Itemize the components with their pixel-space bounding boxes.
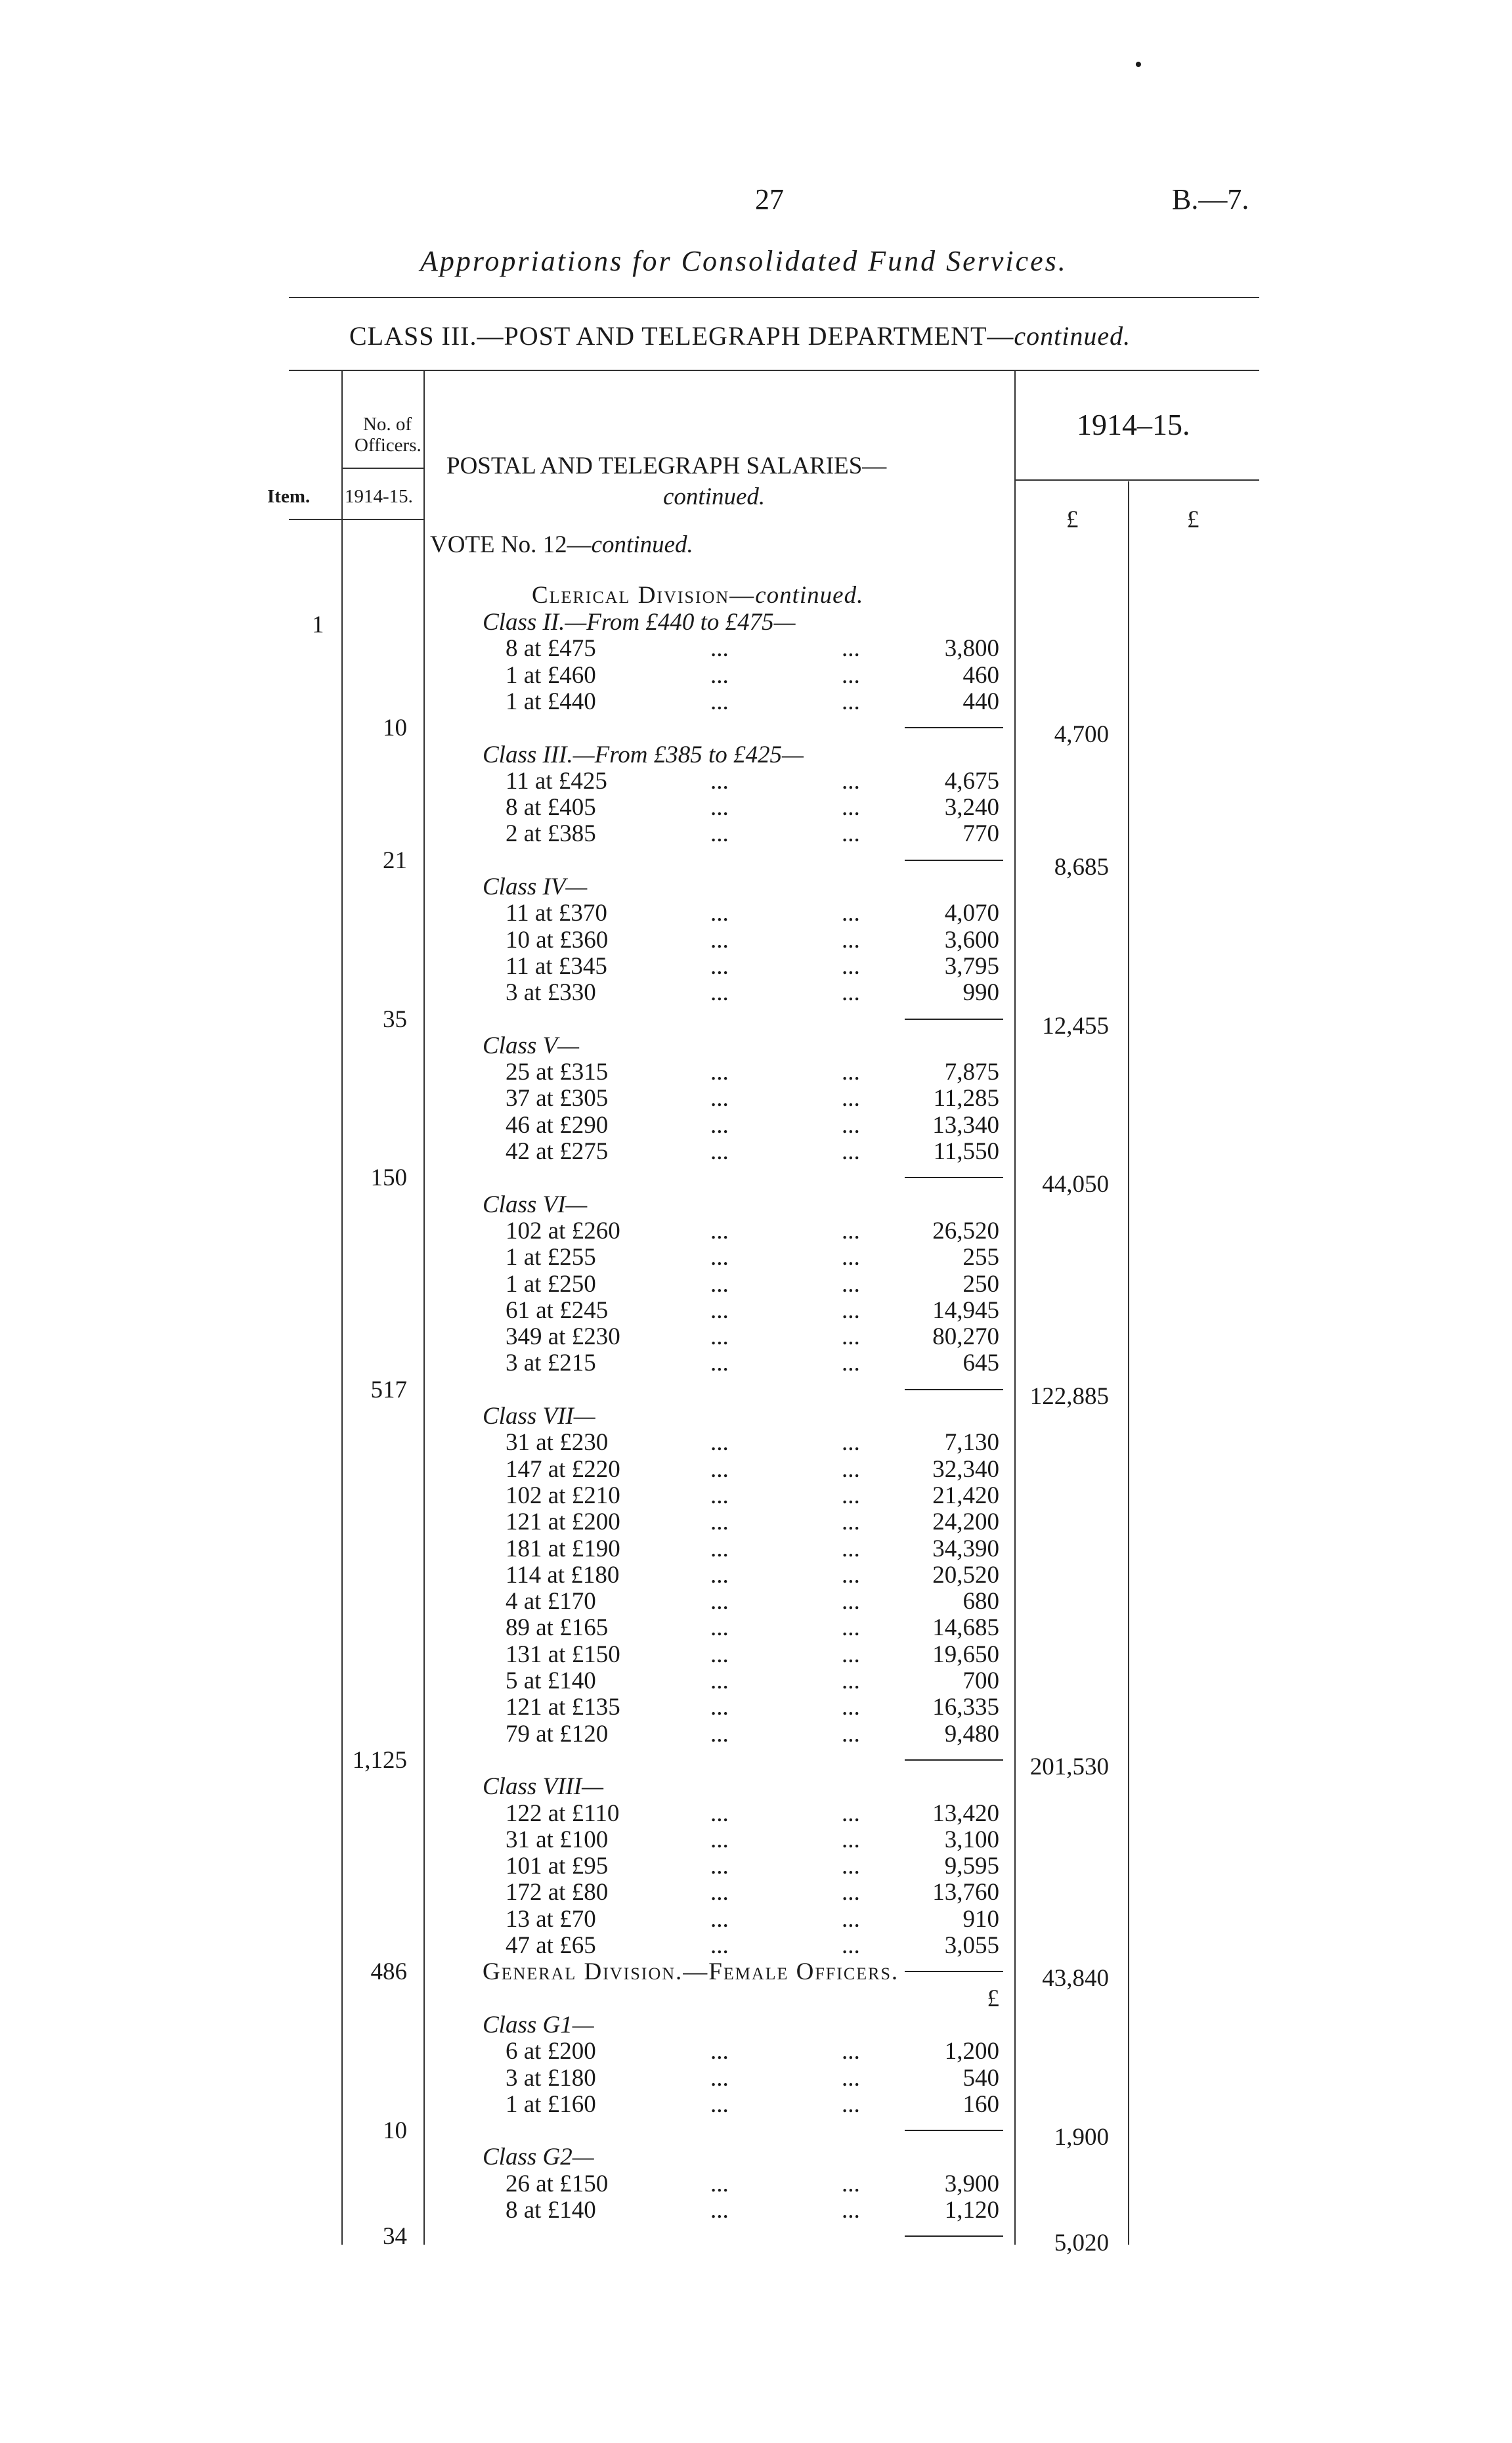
class-subheading: Class II.—From £440 to £475—: [483, 609, 796, 636]
rate-label: 101 at £95: [506, 1853, 609, 1880]
rate-label: 8 at £140: [506, 2197, 596, 2224]
rate-amount: 3,100: [944, 1826, 999, 1853]
pound-sign-label: £: [987, 1985, 999, 2012]
rate-label: 11 at £345: [506, 952, 607, 980]
leader-dots: ...: [842, 1694, 860, 1721]
leader-dots: ...: [710, 1667, 729, 1694]
rate-amount: 7,875: [944, 1059, 999, 1086]
class-heading-continued: continued.: [1014, 321, 1131, 351]
subtotal-rule: [905, 727, 1003, 728]
item-number: 1: [312, 611, 324, 638]
leader-dots: ...: [710, 1217, 729, 1244]
rate-amount: 770: [962, 820, 999, 848]
rate-amount: 9,595: [944, 1853, 999, 1880]
section-reference: B.—7.: [1172, 183, 1249, 215]
rate-amount: 34,390: [932, 1535, 999, 1562]
leader-dots: ...: [710, 2170, 729, 2197]
class-heading: [349, 320, 1131, 351]
leader-dots: ...: [710, 794, 729, 822]
rate-label: 181 at £190: [506, 1535, 620, 1562]
leader-dots: ...: [842, 1482, 860, 1509]
class-subheading: Class G1—: [483, 2011, 594, 2038]
rate-amount: 14,685: [932, 1614, 999, 1642]
officers-header-bottom-rule: [343, 519, 423, 520]
rate-label: 47 at £65: [506, 1932, 596, 1959]
leader-dots: ...: [842, 1217, 860, 1244]
year-header-rule: [1014, 479, 1259, 481]
leader-dots: ...: [710, 1905, 729, 1933]
leader-dots: ...: [842, 979, 860, 1007]
leader-dots: ...: [710, 1350, 729, 1377]
leader-dots: ...: [710, 1482, 729, 1509]
rate-label: 8 at £405: [506, 794, 596, 822]
rate-amount: 3,600: [944, 926, 999, 954]
leader-dots: ...: [842, 1667, 860, 1694]
leader-dots: ...: [710, 952, 729, 980]
class-total: 4,700: [1054, 721, 1109, 749]
rate-label: 11 at £425: [506, 767, 607, 795]
rate-amount: 460: [962, 661, 999, 689]
division-heading: [532, 581, 863, 609]
class-subheading: Class VII—: [483, 1403, 595, 1430]
leader-dots: ...: [710, 2197, 729, 2224]
leader-dots: ...: [842, 1111, 860, 1139]
leader-dots: ...: [842, 1244, 860, 1271]
officers-count: 486: [370, 1958, 407, 1986]
leader-dots: ...: [710, 1270, 729, 1298]
rate-amount: 32,340: [932, 1455, 999, 1483]
leader-dots: ...: [842, 1296, 860, 1324]
rate-label: 122 at £110: [506, 1799, 620, 1827]
rate-label: 131 at £150: [506, 1640, 620, 1668]
class-total: 122,885: [1029, 1382, 1109, 1410]
leader-dots: ...: [710, 1455, 729, 1483]
leader-dots: ...: [842, 767, 860, 795]
rate-label: 13 at £70: [506, 1905, 596, 1933]
no-of-officers-header: No. of Officers.: [355, 414, 421, 456]
division-heading-continued: continued.: [755, 582, 864, 609]
rate-amount: 9,480: [944, 1720, 999, 1748]
rate-label: 147 at £220: [506, 1455, 620, 1483]
leader-dots: ...: [710, 1799, 729, 1827]
leader-dots: ...: [842, 635, 860, 663]
subtotal-rule: [905, 2130, 1003, 2131]
rate-amount: 14,945: [932, 1296, 999, 1324]
page-number: 27: [755, 183, 784, 215]
leader-dots: ...: [710, 1614, 729, 1642]
rate-amount: 3,800: [944, 635, 999, 663]
rate-amount: 3,240: [944, 794, 999, 822]
leader-dots: ...: [842, 1561, 860, 1589]
leader-dots: ...: [710, 820, 729, 848]
rate-amount: 19,650: [932, 1640, 999, 1668]
class-subheading: Class V—: [483, 1032, 580, 1059]
rate-amount: 440: [962, 688, 999, 715]
description-header: POSTAL AND TELEGRAPH SALARIES—: [446, 452, 887, 479]
rate-label: 2 at £385: [506, 820, 596, 848]
leader-dots: ...: [710, 1853, 729, 1880]
leader-dots: ...: [710, 1138, 729, 1165]
leader-dots: ...: [710, 979, 729, 1007]
leader-dots: ...: [842, 1905, 860, 1933]
rate-label: 25 at £315: [506, 1059, 609, 1086]
rate-amount: 1,200: [944, 2038, 999, 2065]
leader-dots: ...: [710, 1323, 729, 1351]
class-total: 5,020: [1054, 2230, 1109, 2257]
rate-amount: 250: [962, 1270, 999, 1298]
leader-dots: ...: [842, 1614, 860, 1642]
leader-dots: ...: [842, 2090, 860, 2118]
rate-label: 31 at £100: [506, 1826, 609, 1853]
page-title: Appropriations for Consolidated Fund Services.: [420, 245, 1068, 277]
rate-label: 114 at £180: [506, 1561, 620, 1589]
division-heading-text: Clerical Division—: [532, 582, 756, 609]
leader-dots: ...: [710, 2064, 729, 2092]
total-column-rule: [1128, 481, 1129, 2245]
officers-count: 10: [383, 715, 407, 742]
rate-amount: 540: [962, 2064, 999, 2092]
leader-dots: ...: [710, 2038, 729, 2065]
officers-header-rule: [341, 468, 423, 469]
subtotal-rule: [905, 1177, 1003, 1178]
leader-dots: ...: [710, 1244, 729, 1271]
leader-dots: ...: [710, 767, 729, 795]
officers-count: 10: [383, 2117, 407, 2145]
subtotal-rule: [905, 1759, 1003, 1761]
officers-count: 517: [370, 1376, 407, 1403]
leader-dots: ...: [710, 1826, 729, 1853]
rate-label: 3 at £330: [506, 979, 596, 1007]
officers-column-rule: [423, 370, 425, 2245]
general-division-heading: General Division.—Female Officers.: [483, 1958, 899, 1986]
leader-dots: ...: [710, 1296, 729, 1324]
leader-dots: ...: [710, 1085, 729, 1112]
leader-dots: ...: [842, 688, 860, 715]
leader-dots: ...: [842, 1799, 860, 1827]
rate-label: 61 at £245: [506, 1296, 609, 1324]
rate-amount: 13,420: [932, 1799, 999, 1827]
leader-dots: ...: [710, 1561, 729, 1589]
rate-label: 349 at £230: [506, 1323, 620, 1351]
leader-dots: ...: [710, 1694, 729, 1721]
rate-amount: 4,070: [944, 900, 999, 927]
leader-dots: ...: [842, 1932, 860, 1959]
officers-count: 21: [383, 847, 407, 874]
leader-dots: ...: [842, 1350, 860, 1377]
leader-dots: ...: [710, 2090, 729, 2118]
leader-dots: ...: [710, 1640, 729, 1668]
officers-count: 150: [370, 1164, 407, 1192]
rate-label: 26 at £150: [506, 2170, 609, 2197]
rate-amount: 26,520: [932, 1217, 999, 1244]
class-total: 43,840: [1042, 1965, 1109, 1992]
class-subheading: Class IV—: [483, 873, 588, 900]
rate-label: 102 at £260: [506, 1217, 620, 1244]
rate-amount: 700: [962, 1667, 999, 1694]
leader-dots: ...: [842, 926, 860, 954]
officers-year-header: 1914-15.: [345, 486, 413, 507]
rate-label: 121 at £200: [506, 1508, 620, 1536]
rate-label: 1 at £250: [506, 1270, 596, 1298]
leader-dots: ...: [710, 1059, 729, 1086]
rate-amount: 645: [962, 1350, 999, 1377]
class-subheading: Class VIII—: [483, 1773, 603, 1801]
leader-dots: ...: [842, 1826, 860, 1853]
pound-header-subtotal: £: [1066, 506, 1079, 533]
rate-amount: 13,340: [932, 1111, 999, 1139]
leader-dots: ...: [842, 1588, 860, 1616]
leader-dots: ...: [842, 900, 860, 927]
leader-dots: ...: [842, 1879, 860, 1906]
leader-dots: ...: [710, 1111, 729, 1139]
leader-dots: ...: [842, 952, 860, 980]
leader-dots: ...: [842, 1270, 860, 1298]
class-subheading: Class VI—: [483, 1191, 588, 1218]
class-total: 44,050: [1042, 1171, 1109, 1199]
leader-dots: ...: [842, 820, 860, 848]
leader-dots: ...: [710, 661, 729, 689]
leader-dots: ...: [842, 1429, 860, 1457]
leader-dots: ...: [842, 1323, 860, 1351]
leader-dots: ...: [710, 926, 729, 954]
leader-dots: ...: [842, 1059, 860, 1086]
rate-amount: 11,285: [933, 1085, 999, 1112]
subtotal-column-rule: [1014, 370, 1016, 2245]
class-total: 1,900: [1054, 2124, 1109, 2151]
rate-label: 102 at £210: [506, 1482, 620, 1509]
year-header: 1914–15.: [1077, 408, 1190, 441]
rate-label: 10 at £360: [506, 926, 609, 954]
item-column-rule: [341, 370, 343, 2245]
officers-count: 35: [383, 1005, 407, 1033]
rate-label: 1 at £255: [506, 1244, 596, 1271]
rate-amount: 21,420: [932, 1482, 999, 1509]
rate-amount: 16,335: [932, 1694, 999, 1721]
table-top-rule: [289, 370, 1259, 371]
vote-heading-text: VOTE No. 12—: [430, 531, 592, 558]
leader-dots: ...: [842, 1508, 860, 1536]
officers-count: 1,125: [352, 1746, 407, 1774]
rate-amount: 255: [962, 1244, 999, 1271]
vote-heading-continued: continued.: [591, 531, 693, 558]
rate-amount: 3,900: [944, 2170, 999, 2197]
subtotal-rule: [905, 1971, 1003, 1972]
rate-amount: 80,270: [932, 1323, 999, 1351]
class-total: 8,685: [1054, 853, 1109, 881]
leader-dots: ...: [842, 1138, 860, 1165]
rate-amount: 13,760: [932, 1879, 999, 1906]
item-header: Item.: [267, 486, 311, 507]
rate-amount: 11,550: [933, 1138, 999, 1165]
leader-dots: ...: [710, 688, 729, 715]
leader-dots: ...: [842, 1535, 860, 1562]
subtotal-rule: [905, 1389, 1003, 1390]
rate-amount: 910: [962, 1905, 999, 1933]
rate-label: 31 at £230: [506, 1429, 609, 1457]
subtotal-rule: [905, 2235, 1003, 2237]
rate-label: 37 at £305: [506, 1085, 609, 1112]
rate-label: 121 at £135: [506, 1694, 620, 1721]
officers-count: 34: [383, 2223, 407, 2251]
rate-label: 6 at £200: [506, 2038, 596, 2065]
leader-dots: ...: [710, 1535, 729, 1562]
leader-dots: ...: [842, 2064, 860, 2092]
rate-label: 1 at £460: [506, 661, 596, 689]
leader-dots: ...: [710, 1932, 729, 1959]
rate-label: 172 at £80: [506, 1879, 609, 1906]
item-header-rule: [289, 519, 341, 520]
leader-dots: ...: [842, 794, 860, 822]
rate-label: 4 at £170: [506, 1588, 596, 1616]
rate-label: 8 at £475: [506, 635, 596, 663]
leader-dots: ...: [710, 1720, 729, 1748]
description-header-continued: continued.: [663, 483, 766, 510]
leader-dots: ...: [710, 1508, 729, 1536]
leader-dots: ...: [842, 1085, 860, 1112]
class-total: 201,530: [1029, 1753, 1109, 1780]
leader-dots: ...: [710, 1588, 729, 1616]
rate-label: 1 at £440: [506, 688, 596, 715]
leader-dots: ...: [842, 1455, 860, 1483]
rate-amount: 7,130: [944, 1429, 999, 1457]
rate-label: 1 at £160: [506, 2090, 596, 2118]
class-total: 12,455: [1042, 1012, 1109, 1040]
rate-label: 79 at £120: [506, 1720, 609, 1748]
subtotal-rule: [905, 1019, 1003, 1020]
leader-dots: ...: [842, 661, 860, 689]
rate-amount: 680: [962, 1588, 999, 1616]
leader-dots: ...: [842, 1640, 860, 1668]
rate-label: 46 at £290: [506, 1111, 609, 1139]
class-heading-text: CLASS III.—POST AND TELEGRAPH DEPARTMENT—: [349, 321, 1014, 351]
rate-amount: 1,120: [944, 2197, 999, 2224]
leader-dots: ...: [842, 2197, 860, 2224]
leader-dots: ...: [842, 1720, 860, 1748]
rate-label: 3 at £215: [506, 1350, 596, 1377]
rate-label: 5 at £140: [506, 1667, 596, 1694]
rate-amount: 3,795: [944, 952, 999, 980]
leader-dots: ...: [842, 2170, 860, 2197]
rate-amount: 3,055: [944, 1932, 999, 1959]
leader-dots: ...: [842, 2038, 860, 2065]
rate-amount: 160: [962, 2090, 999, 2118]
rate-label: 11 at £370: [506, 900, 607, 927]
leader-dots: ...: [842, 1853, 860, 1880]
rate-label: 89 at £165: [506, 1614, 609, 1642]
subtotal-rule: [905, 860, 1003, 861]
rate-label: 3 at £180: [506, 2064, 596, 2092]
rate-amount: 4,675: [944, 767, 999, 795]
rate-amount: 20,520: [932, 1561, 999, 1589]
class-subheading: Class G2—: [483, 2144, 594, 2171]
leader-dots: ...: [710, 900, 729, 927]
rate-label: 42 at £275: [506, 1138, 609, 1165]
vote-heading: [430, 531, 693, 559]
class-subheading: Class III.—From £385 to £425—: [483, 741, 804, 768]
ink-dot-mark: •: [1134, 53, 1142, 77]
leader-dots: ...: [710, 1429, 729, 1457]
leader-dots: ...: [710, 1879, 729, 1906]
rate-amount: 990: [962, 979, 999, 1007]
pound-header-total: £: [1187, 506, 1199, 533]
title-rule: [289, 297, 1259, 298]
rate-amount: 24,200: [932, 1508, 999, 1536]
leader-dots: ...: [710, 635, 729, 663]
